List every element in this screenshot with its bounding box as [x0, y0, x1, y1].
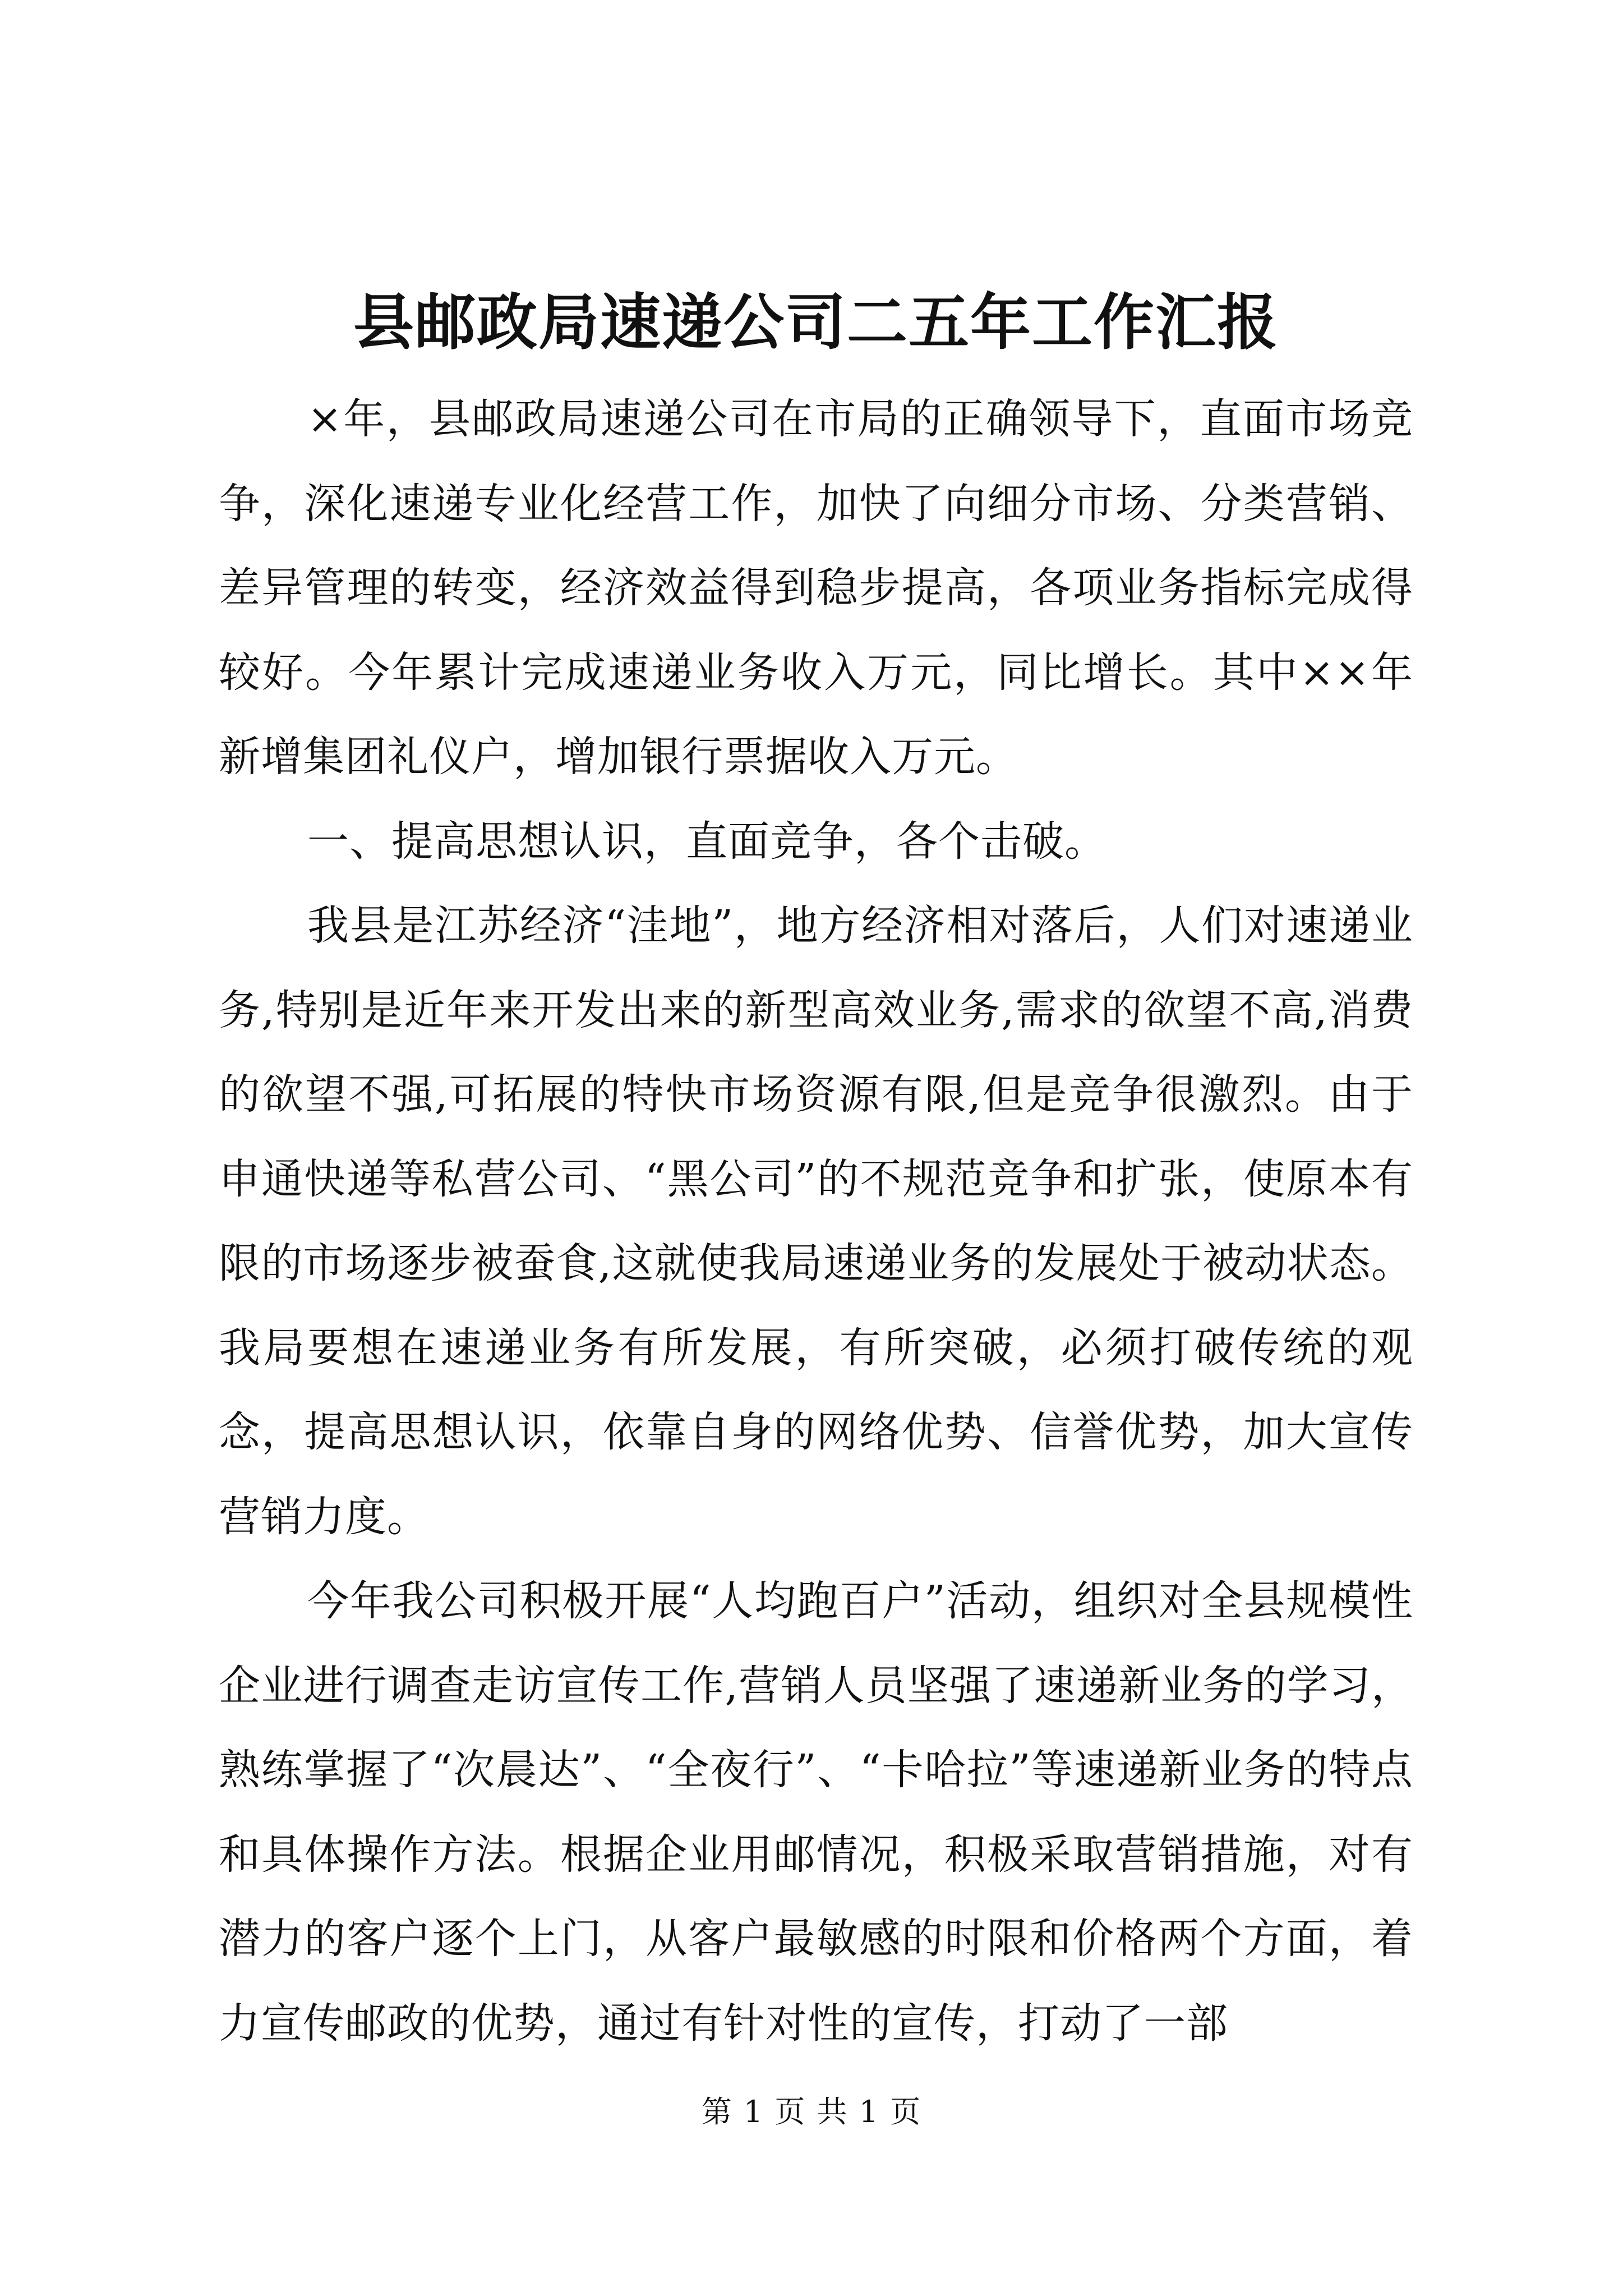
document-title: 县邮政局速递公司二五年工作汇报 — [353, 287, 1279, 358]
page-number-footer: 第 1 页 共 1 页 — [701, 2094, 922, 2129]
paragraph-market-situation: 我县是江苏经济“洼地”，地方经济相对落后，人们对速递业务,特别是近年来开发出来的新型高效业务,需求的欲望不高,消费的欲望不强,可拓展的特快市场资源有限,但是竞争很激烈。由于申通快递等私营公司、“黑公司”的不规范竞争和扩张，使原本有限的市场逐步被蚕食,这就使我局速递业务的发展处于被动状态。我局要想在速递业务有所发展，有所突破，必须打破传统的观念，提高思想认识，依靠自身的网络优势、信誉优势，加大宣传营销力度。 — [219, 901, 1413, 1541]
document-body — [219, 377, 1413, 2065]
paragraph-marketing-activities: 今年我公司积极开展“人均跑百户”活动，组织对全县规模性企业进行调查走访宣传工作,营销人员坚强了速递新业务的学习，熟练掌握了“次晨达”、“全夜行”、“卡哈拉”等速递新业务的特点和具体操作方法。根据企业用邮情况，积极采取营销措施，对有潜力的客户逐个上门，从客户最敏感的时限和价格两个方面，着力宣传邮政的优势，通过有针对性的宣传，打动了一部 — [219, 1577, 1413, 2047]
paragraph-section-heading: 一、提高思想认识，直面竞争，各个击破。 — [307, 817, 1106, 866]
paragraph-intro: ×年，县邮政局速递公司在市局的正确领导下，直面市场竞争，深化速递专业化经营工作，加快了向细分市场、分类营销、差异管理的转变，经济效益得到稳步提高，各项业务指标完成得较好。今年累计完成速递业务收入万元，同比增长。其中××年新增集团礼仪户，增加银行票据收入万元。 — [219, 395, 1413, 781]
